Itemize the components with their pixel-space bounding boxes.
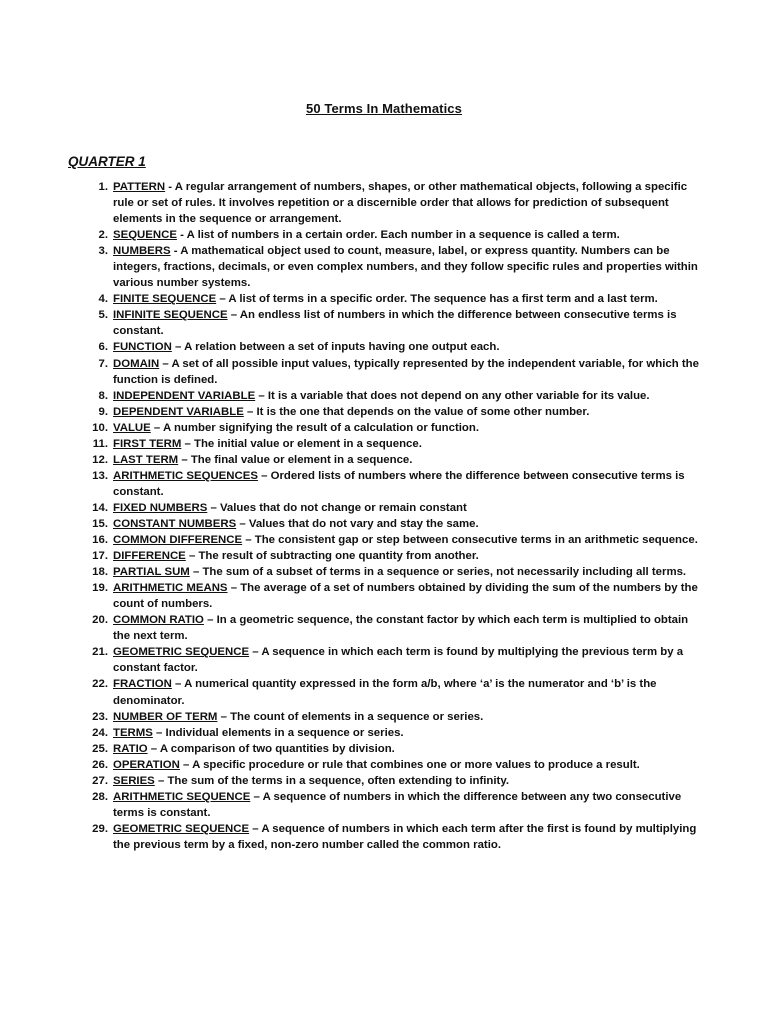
term-name: PARTIAL SUM [113, 566, 190, 579]
term-definition: – A set of all possible input values, typically represented by the independent variable, for which the function is defined. [113, 357, 699, 386]
term-definition: – The consistent gap or step between consecutive terms in an arithmetic sequence. [242, 534, 698, 547]
term-number: 27. [92, 774, 108, 787]
term-name: SEQUENCE [113, 229, 177, 242]
term-number: 21. [92, 646, 108, 659]
term-name: ARITHMETIC SEQUENCE [113, 790, 251, 803]
term-definition: - A list of numbers in a certain order. Each number in a sequence is called a term. [176, 229, 620, 242]
section-heading-quarter: QUARTER 1 [68, 154, 146, 169]
term-definition: – The average of a set of numbers obtained by dividing the sum of the numbers by the count of numbers. [113, 582, 698, 611]
term-item [86, 564, 706, 580]
term-number: 18. [92, 566, 108, 579]
term-name: VALUE [113, 421, 151, 434]
term-name: ARITHMETIC MEANS [113, 582, 228, 595]
term-name: TERMS [113, 726, 153, 739]
term-name: COMMON RATIO [113, 614, 204, 627]
term-item [86, 420, 706, 436]
term-name: RATIO [113, 742, 148, 755]
term-number: 16. [92, 534, 108, 547]
term-definition: – Individual elements in a sequence or series. [152, 726, 404, 739]
term-number: 9. [98, 405, 108, 418]
term-item [86, 709, 706, 725]
term-number: 22. [92, 678, 108, 691]
term-name: DOMAIN [113, 357, 160, 370]
term-definition: – A sequence of numbers in which the difference between any two consecutive terms is constant. [113, 790, 682, 819]
term-name: INFINITE SEQUENCE [113, 309, 228, 322]
term-name: GEOMETRIC SEQUENCE [113, 646, 250, 659]
term-definition: – The initial value or element in a sequence. [181, 437, 422, 450]
term-number: 25. [92, 742, 108, 755]
term-name: GEOMETRIC SEQUENCE [113, 822, 250, 835]
term-item [86, 468, 706, 500]
term-definition: – Values that do not change or remain constant [207, 501, 467, 514]
term-number: 2. [98, 229, 108, 242]
term-name: FRACTION [113, 678, 172, 691]
term-number: 24. [92, 726, 108, 739]
term-item [86, 388, 706, 404]
term-name: NUMBERS [113, 245, 171, 258]
term-item [86, 789, 706, 821]
term-item [86, 725, 706, 741]
term-item [86, 227, 706, 243]
term-number: 14. [92, 501, 108, 514]
term-definition: – It is a variable that does not depend on any other variable for its value. [255, 389, 650, 402]
term-definition: – A numerical quantity expressed in the form a/b, where ‘a’ is the numerator and ‘b’ is the denominator. [113, 678, 657, 707]
term-number: 6. [98, 341, 108, 354]
term-number: 23. [92, 710, 108, 723]
term-item [86, 757, 706, 773]
term-number: 3. [98, 245, 108, 258]
term-definition: – The count of elements in a sequence or series. [217, 710, 484, 723]
term-name: CONSTANT NUMBERS [113, 517, 237, 530]
term-number: 19. [92, 582, 108, 595]
term-number: 15. [92, 517, 108, 530]
terms-list [86, 179, 706, 853]
term-number: 20. [92, 614, 108, 627]
term-item [86, 821, 706, 853]
term-number: 1. [98, 181, 108, 193]
term-number: 8. [98, 389, 108, 402]
term-definition: – A list of terms in a specific order. The sequence has a first term and a last term. [216, 293, 658, 306]
term-name: PATTERN [113, 181, 166, 193]
term-definition: - A mathematical object used to count, measure, label, or express quantity. Numbers can be integers, fractions, decimals, or even complex numbers, and they follow specific rules and properties within various number systems. [113, 245, 698, 290]
term-item [86, 580, 706, 612]
term-item [86, 741, 706, 757]
term-item [86, 243, 706, 291]
term-name: DEPENDENT VARIABLE [113, 405, 244, 418]
term-item [86, 356, 706, 388]
term-name: SERIES [113, 774, 155, 787]
term-name: LAST TERM [113, 453, 179, 466]
term-item [86, 307, 706, 339]
term-definition: – An endless list of numbers in which the difference between consecutive terms is constant. [113, 309, 677, 338]
term-item [86, 644, 706, 676]
term-name: ARITHMETIC SEQUENCES [113, 469, 258, 482]
term-definition: – A sequence of numbers in which each term after the first is found by multiplying the previous term by a fixed, non-zero number called the common ratio. [113, 822, 697, 851]
term-item [86, 339, 706, 355]
term-definition: – The result of subtracting one quantity from another. [185, 550, 479, 563]
term-definition: – The sum of a subset of terms in a sequence or series, not necessarily including all terms. [189, 566, 687, 579]
term-definition: – It is the one that depends on the value of some other number. [243, 405, 590, 418]
term-item [86, 532, 706, 548]
term-item [86, 404, 706, 420]
term-item [86, 179, 706, 227]
term-definition: – The final value or element in a sequence. [178, 453, 413, 466]
document-title: 50 Terms In Mathematics [306, 101, 462, 116]
term-definition: – Values that do not vary and stay the same. [236, 517, 479, 530]
term-definition: – A comparison of two quantities by division. [147, 742, 395, 755]
term-item [86, 676, 706, 708]
term-definition: – The sum of the terms in a sequence, often extending to infinity. [154, 774, 509, 787]
term-number: 4. [98, 293, 108, 306]
term-item [86, 452, 706, 468]
term-number: 11. [92, 437, 108, 450]
term-number: 7. [98, 357, 108, 370]
term-item [86, 436, 706, 452]
term-item [86, 773, 706, 789]
term-item [86, 548, 706, 564]
term-number: 28. [92, 790, 108, 803]
term-name: FUNCTION [113, 341, 172, 354]
term-number: 12. [92, 453, 108, 466]
term-name: FINITE SEQUENCE [113, 293, 217, 306]
term-definition: – A relation between a set of inputs having one output each. [171, 341, 500, 354]
term-name: NUMBER OF TERM [113, 710, 218, 723]
term-definition: – A number signifying the result of a calculation or function. [150, 421, 480, 434]
term-name: FIRST TERM [113, 437, 182, 450]
term-definition: – Ordered lists of numbers where the difference between consecutive terms is constant. [113, 469, 685, 498]
term-name: OPERATION [113, 758, 180, 771]
term-definition: – In a geometric sequence, the constant factor by which each term is multiplied to obtain the next term. [113, 614, 689, 643]
term-name: FIXED NUMBERS [113, 501, 208, 514]
term-item [86, 291, 706, 307]
term-number: 5. [98, 309, 108, 322]
term-number: 26. [92, 758, 108, 771]
term-name: INDEPENDENT VARIABLE [113, 389, 256, 402]
term-definition: – A sequence in which each term is found by multiplying the previous term by a constant factor. [113, 646, 684, 675]
term-name: COMMON DIFFERENCE [113, 534, 243, 547]
term-number: 17. [92, 550, 108, 563]
term-number: 13. [92, 469, 108, 482]
term-number: 10. [92, 421, 108, 434]
term-item [86, 516, 706, 532]
term-item [86, 612, 706, 644]
term-definition: - A regular arrangement of numbers, shapes, or other mathematical objects, following a specific rule or set of rules. It involves repetition or a discernible order that allows for prediction of subsequent elements in the sequence or arrangement. [113, 181, 688, 226]
term-definition: – A specific procedure or rule that combines one or more values to produce a result. [179, 758, 640, 771]
term-number: 29. [92, 822, 108, 835]
term-name: DIFFERENCE [113, 550, 186, 563]
term-item [86, 500, 706, 516]
